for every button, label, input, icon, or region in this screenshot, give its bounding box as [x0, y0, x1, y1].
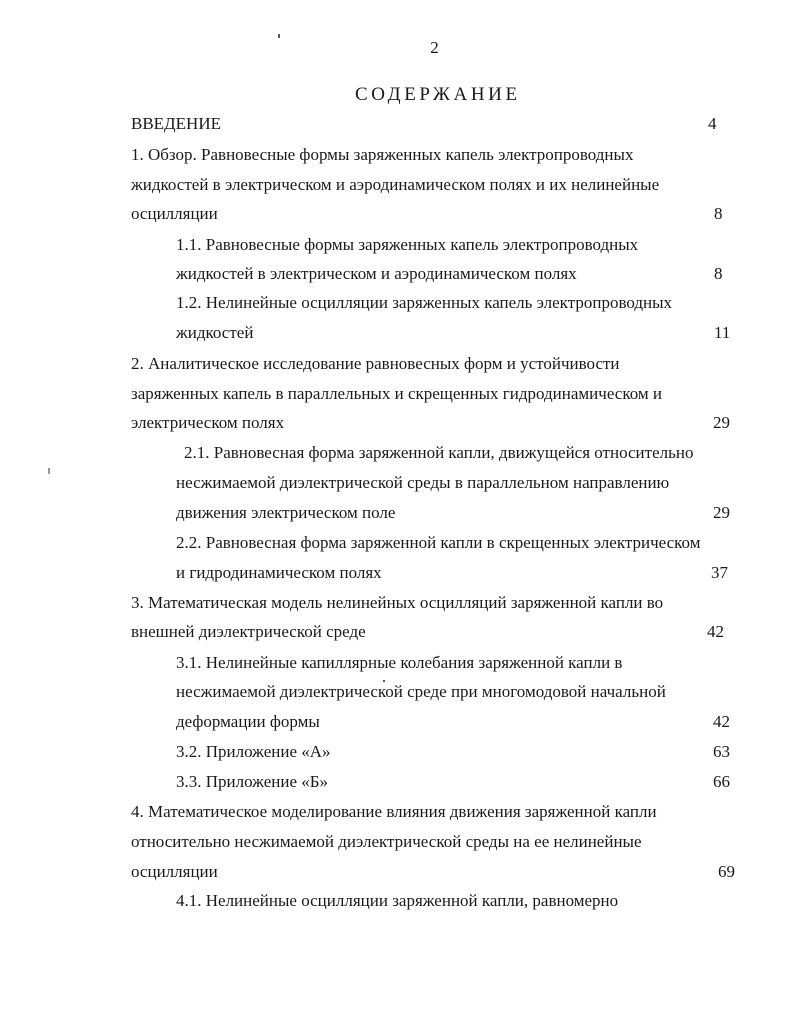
toc-entry-chapter-2-line-3: электрическом полях — [131, 413, 285, 432]
toc-page-number: 42 — [713, 712, 730, 731]
toc-page-number: 69 — [718, 862, 735, 881]
toc-entry-section-1-2-line-2: жидкостей — [176, 323, 254, 342]
toc-entry-chapter-3: 3. Математическая модель нелинейных осцилляций заряженной капли во — [131, 593, 664, 612]
toc-title: СОДЕРЖАНИЕ — [355, 84, 521, 105]
toc-page-number: 8 — [714, 204, 723, 223]
toc-page-number: 29 — [713, 503, 730, 522]
scan-speck — [383, 680, 385, 682]
toc-entry-chapter-4: 4. Математическое моделирование влияния движения заряженной капли — [131, 802, 657, 821]
toc-entry-chapter-4-line-2: относительно несжимаемой диэлектрической среды на ее нелинейные — [131, 832, 642, 851]
page-number: 2 — [430, 38, 439, 57]
toc-entry-section-2-1-line-3: движения электрическом поле — [176, 503, 396, 522]
toc-entry-section-1-1-line-2: жидкостей в электрическом и аэродинамическом полях — [176, 264, 577, 283]
toc-entry-section-1-2: 1.2. Нелинейные осцилляции заряженных капель электропроводных — [176, 293, 673, 312]
scan-speck — [278, 34, 280, 38]
toc-entry-chapter-2: 2. Аналитическое исследование равновесных форм и устойчивости — [131, 354, 620, 373]
toc-entry-section-3-2: 3.2. Приложение «А» — [176, 742, 331, 761]
toc-entry-section-2-1: 2.1. Равновесная форма заряженной капли, движущейся относительно — [184, 443, 694, 462]
toc-entry-section-3-3: 3.3. Приложение «Б» — [176, 772, 329, 791]
toc-entry-chapter-1-line-3: осцилляции — [131, 204, 218, 223]
toc-entry-chapter-1: 1. Обзор. Равновесные формы заряженных капель электропроводных — [131, 145, 634, 164]
toc-entry-section-4-1: 4.1. Нелинейные осцилляции заряженной капли, равномерно — [176, 891, 619, 910]
toc-entry-section-3-1: 3.1. Нелинейные капиллярные колебания заряженной капли в — [176, 653, 623, 672]
toc-entry-section-3-1-line-3: деформации формы — [176, 712, 320, 731]
toc-entry-chapter-2-line-2: заряженных капель в параллельных и скрещенных гидродинамическом и — [131, 384, 663, 403]
toc-page-number: 37 — [711, 563, 728, 582]
toc-entry-section-2-1-line-2: несжимаемой диэлектрической среды в параллельном направлению — [176, 473, 670, 492]
toc-entry-chapter-4-line-3: осцилляции — [131, 862, 218, 881]
scan-speck — [48, 468, 50, 474]
toc-entry-introduction: ВВЕДЕНИЕ — [131, 114, 221, 133]
toc-page-number: 66 — [713, 772, 730, 791]
toc-entry-section-1-1: 1.1. Равновесные формы заряженных капель электропроводных — [176, 235, 639, 254]
toc-entry-chapter-1-line-2: жидкостей в электрическом и аэродинамическом полях и их нелинейные — [131, 175, 660, 194]
toc-entry-chapter-3-line-2: внешней диэлектрической среде — [131, 622, 366, 641]
toc-page-number: 42 — [707, 622, 724, 641]
toc-page-number: 4 — [708, 114, 717, 133]
toc-entry-section-2-2-line-2: и гидродинамическом полях — [176, 563, 382, 582]
toc-page-number: 29 — [713, 413, 730, 432]
toc-entry-section-2-2: 2.2. Равновесная форма заряженной капли в скрещенных электрическом — [176, 533, 701, 552]
toc-page-number: 8 — [714, 264, 723, 283]
toc-page-number: 63 — [713, 742, 730, 761]
toc-entry-section-3-1-line-2: несжимаемой диэлектрической среде при многомодовой начальной — [176, 682, 666, 701]
toc-page-number: 11 — [714, 323, 731, 342]
